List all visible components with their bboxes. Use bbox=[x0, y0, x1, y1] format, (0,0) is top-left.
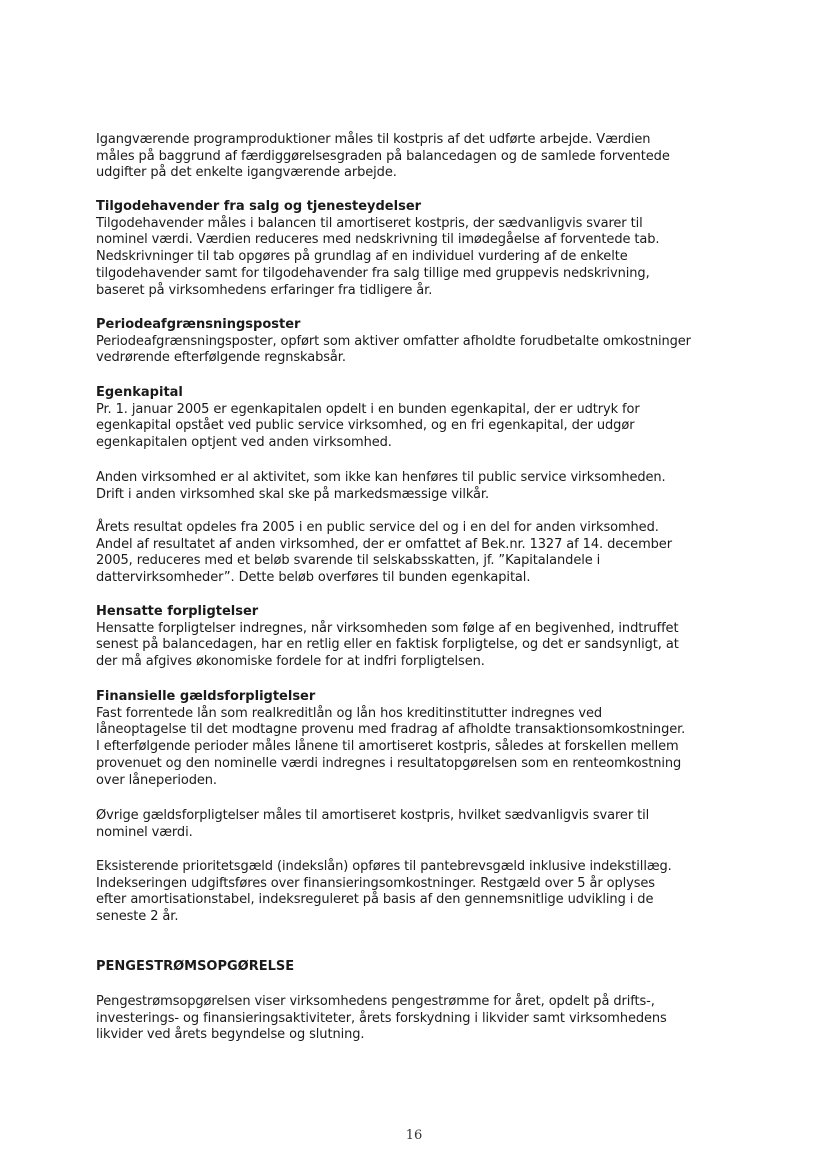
text-line: dattervirksomheder”. Dette beløb overføres til bunden egenkapital. bbox=[96, 570, 531, 586]
text-line: Pr. 1. januar 2005 er egenkapitalen opdelt i en bunden egenkapital, der er udtryk for bbox=[96, 401, 640, 417]
text-line: Periodeafgrænsningsposter, opført som aktiver omfatter afholdte forudbetalte omkostninger bbox=[96, 333, 691, 349]
text-line: vedrørende efterfølgende regnskabsår. bbox=[96, 350, 346, 366]
text-line: der må afgives økonomiske fordele for at indfri forpligtelsen. bbox=[96, 654, 485, 670]
text-line: Hensatte forpligtelser indregnes, når virksomheden som følge af en begivenhed, indtruffet bbox=[96, 620, 679, 636]
section-tilgodehavender bbox=[96, 199, 746, 299]
text-line: Årets resultat opdeles fra 2005 i en public service del og i en del for anden virksomhed. bbox=[96, 520, 659, 535]
section-title-pengestroem: PENGESTRØMSOPGØRELSE bbox=[96, 959, 295, 974]
text-line: I efterfølgende perioder måles lånene til amortiseret kostpris, således at forskellen mellem bbox=[96, 739, 679, 755]
text-line: nominel værdi. bbox=[96, 824, 193, 840]
section-heading: Periodeafgrænsningsposter bbox=[96, 317, 301, 332]
paragraph-eksisterende bbox=[96, 859, 746, 926]
text-line: senest på balancedagen, har en retlig eller en faktisk forpligtelse, og det er sandsynligt, at bbox=[96, 637, 679, 653]
text-line: Pengestrømsopgørelsen viser virksomhedens pengestrømme for året, opdelt på drifts-, bbox=[96, 994, 655, 1009]
paragraph-anden-virksomhed bbox=[96, 470, 746, 503]
text-line: provenuet og den nominelle værdi indregnes i resultatopgørelsen som en renteomkostning bbox=[96, 755, 682, 771]
text-line: efter amortisationstabel, indeksreguleret på basis af den gennemsnitlige udvikling i de bbox=[96, 892, 654, 908]
section-finansielle bbox=[96, 689, 746, 789]
section-heading: Egenkapital bbox=[96, 385, 183, 400]
text-line: Tilgodehavender måles i balancen til amortiseret kostpris, der sædvanligvis svarer til bbox=[96, 215, 643, 231]
text-line: nominel værdi. Værdien reduceres med nedskrivning til imødegåelse af forventede tab. bbox=[96, 232, 660, 248]
text-line: Øvrige gældsforpligtelser måles til amortiseret kostpris, hvilket sædvanligvis svarer til bbox=[96, 808, 650, 823]
text-line: Fast forrentede lån som realkreditlån og lån hos kreditinstitutter indregnes ved bbox=[96, 705, 603, 721]
text-line: likvider ved årets begyndelse og slutning. bbox=[96, 1027, 365, 1043]
text-line: Indekseringen udgiftsføres over finansieringsomkostninger. Restgæld over 5 år oplyses bbox=[96, 875, 655, 891]
paragraph-aarets-resultat bbox=[96, 520, 746, 587]
text-line: baseret på virksomhedens erfaringer fra tidligere år. bbox=[96, 282, 433, 298]
section-heading: Finansielle gældsforpligtelser bbox=[96, 689, 316, 704]
paragraph-igangvaerende bbox=[96, 132, 746, 182]
section-periodeafgraensning bbox=[96, 317, 746, 367]
text-line: Eksisterende prioritetsgæld (indekslån) opføres til pantebrevsgæld inklusive indekstillæg. bbox=[96, 859, 672, 874]
text-line: Igangværende programproduktioner måles til kostpris af det udførte arbejde. Værdien bbox=[96, 132, 651, 147]
text-line: Nedskrivninger til tab opgøres på grundlag af en individuel vurdering af de enkelte bbox=[96, 249, 628, 265]
text-line: tilgodehavender samt for tilgodehavender fra salg tillige med gruppevis nedskrivning, bbox=[96, 265, 650, 281]
text-line: Anden virksomhed er al aktivitet, som ikke kan henføres til public service virksomheden. bbox=[96, 470, 666, 485]
text-line: over låneperioden. bbox=[96, 772, 217, 788]
section-heading: Hensatte forpligtelser bbox=[96, 604, 259, 619]
text-line: låneoptagelse til det modtagne provenu med fradrag af afholdte transaktionsomkostninger. bbox=[96, 722, 686, 738]
text-line: udgifter på det enkelte igangværende arbejde. bbox=[96, 165, 397, 181]
text-line: seneste 2 år. bbox=[96, 909, 179, 925]
section-hensatte bbox=[96, 604, 746, 671]
section-heading: Tilgodehavender fra salg og tjenesteydelser bbox=[96, 199, 422, 214]
text-line: investerings- og finansieringsaktiviteter, årets forskydning i likvider samt virksomhedens bbox=[96, 1010, 667, 1026]
text-line: egenkapital opstået ved public service virksomhed, og en fri egenkapital, der udgør bbox=[96, 418, 635, 434]
text-line: Drift i anden virksomhed skal ske på markedsmæssige vilkår. bbox=[96, 486, 490, 502]
page-number: 16 bbox=[405, 1128, 423, 1143]
text-line: Andel af resultatet af anden virksomhed, der er omfattet af Bek.nr. 1327 af 14. december bbox=[96, 536, 672, 552]
text-line: måles på baggrund af færdiggørelsesgraden på balancedagen og de samlede forventede bbox=[96, 148, 670, 164]
paragraph-oevrige bbox=[96, 808, 746, 841]
text-line: 2005, reduceres med et beløb svarende til selskabsskatten, jf. ”Kapitalandele i bbox=[96, 553, 601, 569]
text-line: egenkapitalen optjent ved anden virksomhed. bbox=[96, 435, 392, 451]
paragraph-pengestroem bbox=[96, 994, 746, 1044]
section-egenkapital bbox=[96, 385, 746, 452]
